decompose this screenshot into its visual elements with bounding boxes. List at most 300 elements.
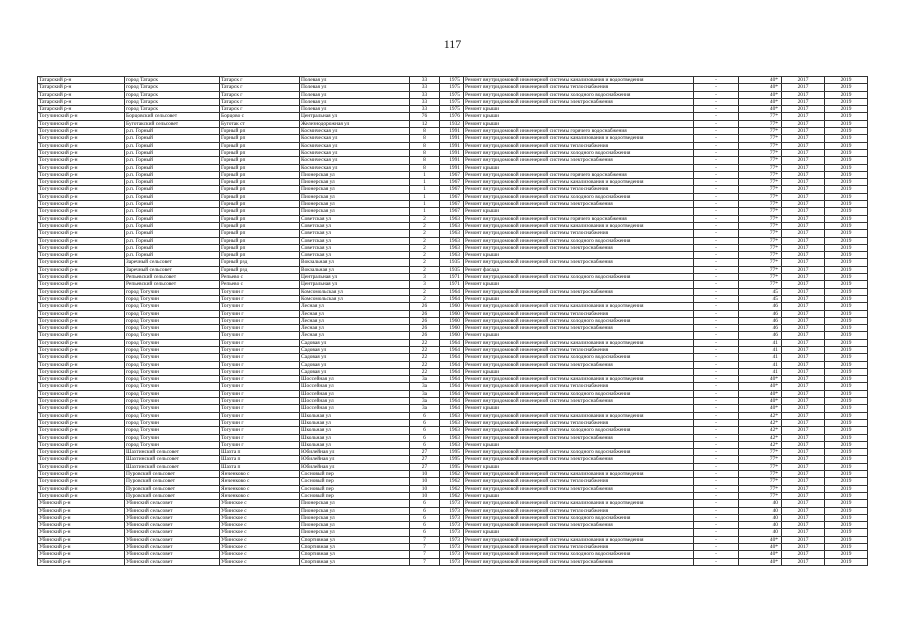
cell-year-built: 1971 <box>440 281 464 288</box>
cell-municipality: Убинский сельсовет <box>125 522 220 529</box>
cell-cost: - <box>694 434 739 441</box>
cell-street: Советская ул <box>300 244 410 251</box>
cell-settlement: Янченково с <box>220 492 300 499</box>
cell-start-year: 2017 <box>782 179 825 186</box>
cell-deadline: 77* <box>739 164 782 171</box>
cell-house-number: 10 <box>410 471 440 478</box>
cell-district: Убинский р-н <box>38 544 125 551</box>
table-row <box>38 507 868 514</box>
cell-municipality: город Тогучин <box>125 434 220 441</box>
cell-deadline: 46 <box>739 310 782 317</box>
cell-street: Космическая ул <box>300 149 410 156</box>
cell-start-year: 2017 <box>782 266 825 273</box>
cell-district: Тогучинский р-н <box>38 149 125 156</box>
cell-street: Лесная ул <box>300 303 410 310</box>
cell-street: Пионерская ул <box>300 529 410 536</box>
cell-work-type: Ремонт крыши <box>464 295 694 302</box>
cell-end-year: 2019 <box>825 303 868 310</box>
cell-year-built: 1963 <box>440 244 464 251</box>
cell-deadline: 41 <box>739 368 782 375</box>
cell-settlement: Горный рзд <box>220 259 300 266</box>
cell-year-built: 1960 <box>440 310 464 317</box>
cell-house-number: 3а <box>410 383 440 390</box>
cell-municipality: р.п. Горный <box>125 230 220 237</box>
cell-municipality: город Татарск <box>125 84 220 91</box>
cell-work-type: Ремонт крыши <box>464 529 694 536</box>
cell-house-number: 1 <box>410 186 440 193</box>
cell-settlement: Убинское с <box>220 536 300 543</box>
cell-house-number: 33 <box>410 77 440 84</box>
cell-house-number: 3 <box>410 281 440 288</box>
cell-street: Центральная ул <box>300 113 410 120</box>
cell-work-type: Ремонт крыши <box>464 492 694 499</box>
cell-work-type: Ремонт внутридомовой инженерной системы электроснабжения <box>464 201 694 208</box>
cell-house-number: 76 <box>410 113 440 120</box>
cell-house-number: 8 <box>410 142 440 149</box>
cell-settlement: Татарск г <box>220 98 300 105</box>
cell-start-year: 2017 <box>782 244 825 251</box>
table-row <box>38 441 868 448</box>
cell-cost: - <box>694 354 739 361</box>
cell-end-year: 2019 <box>825 237 868 244</box>
cell-start-year: 2017 <box>782 295 825 302</box>
cell-district: Тогучинский р-н <box>38 456 125 463</box>
cell-municipality: город Тогучин <box>125 317 220 324</box>
cell-settlement: Тогучин г <box>220 310 300 317</box>
cell-house-number: 26 <box>410 317 440 324</box>
cell-work-type: Ремонт внутридомовой инженерной системы канализования и водоотведения <box>464 222 694 229</box>
cell-year-built: 1963 <box>440 215 464 222</box>
cell-deadline: 77* <box>739 456 782 463</box>
cell-district: Тогучинский р-н <box>38 471 125 478</box>
cell-municipality: Буготакский сельсовет <box>125 120 220 127</box>
cell-end-year: 2019 <box>825 463 868 470</box>
cell-cost: - <box>694 500 739 507</box>
cell-settlement: Татарск г <box>220 106 300 113</box>
table-row <box>38 266 868 273</box>
cell-cost: - <box>694 157 739 164</box>
cell-settlement: Убинское с <box>220 529 300 536</box>
cell-house-number: 6 <box>410 529 440 536</box>
cell-end-year: 2019 <box>825 84 868 91</box>
cell-year-built: 1964 <box>440 398 464 405</box>
table-row <box>38 390 868 397</box>
cell-start-year: 2017 <box>782 361 825 368</box>
cell-municipality: город Тогучин <box>125 376 220 383</box>
cell-street: Пионерская ул <box>300 522 410 529</box>
cell-cost: - <box>694 514 739 521</box>
cell-municipality: город Татарск <box>125 106 220 113</box>
cell-settlement: Горный рп <box>220 215 300 222</box>
cell-cost: - <box>694 449 739 456</box>
cell-settlement: Янченково с <box>220 485 300 492</box>
cell-work-type: Ремонт внутридомовой инженерной системы холодного водоснабжения <box>464 317 694 324</box>
cell-year-built: 1991 <box>440 135 464 142</box>
cell-street: Пионерская ул <box>300 208 410 215</box>
cell-cost: - <box>694 149 739 156</box>
cell-work-type: Ремонт внутридомовой инженерной системы теплоснабжения <box>464 142 694 149</box>
cell-work-type: Ремонт внутридомовой инженерной системы канализования и водоотведения <box>464 303 694 310</box>
cell-deadline: 77* <box>739 208 782 215</box>
cell-district: Татарский р-н <box>38 91 125 98</box>
cell-end-year: 2019 <box>825 135 868 142</box>
cell-work-type: Ремонт крыши <box>464 281 694 288</box>
cell-settlement: Убинское с <box>220 522 300 529</box>
cell-work-type: Ремонт крыши <box>464 441 694 448</box>
cell-year-built: 1960 <box>440 317 464 324</box>
cell-work-type: Ремонт внутридомовой инженерной системы холодного водоснабжения <box>464 390 694 397</box>
cell-start-year: 2017 <box>782 98 825 105</box>
cell-cost: - <box>694 91 739 98</box>
cell-settlement: Тогучин г <box>220 376 300 383</box>
cell-work-type: Ремонт внутридомовой инженерной системы холодного водоснабжения <box>464 193 694 200</box>
cell-deadline: 42* <box>739 427 782 434</box>
cell-district: Тогучинский р-н <box>38 201 125 208</box>
cell-end-year: 2019 <box>825 222 868 229</box>
cell-year-built: 1964 <box>440 339 464 346</box>
cell-deadline: 77* <box>739 230 782 237</box>
cell-district: Тогучинский р-н <box>38 492 125 499</box>
cell-year-built: 1964 <box>440 346 464 353</box>
cell-municipality: р.п. Горный <box>125 244 220 251</box>
cell-start-year: 2017 <box>782 551 825 558</box>
cell-work-type: Ремонт внутридомовой инженерной системы холодного водоснабжения <box>464 427 694 434</box>
cell-year-built: 1964 <box>440 295 464 302</box>
cell-end-year: 2019 <box>825 179 868 186</box>
cell-street: Полевая ул <box>300 77 410 84</box>
cell-start-year: 2017 <box>782 230 825 237</box>
cell-year-built: 1963 <box>440 427 464 434</box>
cell-deadline: 77* <box>739 259 782 266</box>
cell-municipality: р.п. Горный <box>125 171 220 178</box>
cell-house-number: 6 <box>410 427 440 434</box>
cell-year-built: 1991 <box>440 157 464 164</box>
cell-municipality: город Тогучин <box>125 346 220 353</box>
cell-work-type: Ремонт внутридомовой инженерной системы канализования и водоотведения <box>464 135 694 142</box>
cell-start-year: 2017 <box>782 419 825 426</box>
cell-work-type: Ремонт внутридомовой инженерной системы электроснабжения <box>464 288 694 295</box>
cell-deadline: 40* <box>739 390 782 397</box>
cell-end-year: 2019 <box>825 398 868 405</box>
cell-settlement: Тогучин г <box>220 427 300 434</box>
cell-cost: - <box>694 317 739 324</box>
cell-street: Спортивная ул <box>300 544 410 551</box>
cell-cost: - <box>694 266 739 273</box>
cell-end-year: 2019 <box>825 346 868 353</box>
cell-municipality: р.п. Горный <box>125 186 220 193</box>
cell-house-number: 7 <box>410 558 440 565</box>
cell-deadline: 40* <box>739 405 782 412</box>
cell-end-year: 2019 <box>825 317 868 324</box>
cell-house-number: 3а <box>410 398 440 405</box>
cell-end-year: 2019 <box>825 368 868 375</box>
cell-year-built: 1964 <box>440 368 464 375</box>
table-row <box>38 303 868 310</box>
cell-start-year: 2017 <box>782 325 825 332</box>
cell-house-number: 1 <box>410 208 440 215</box>
cell-end-year: 2019 <box>825 456 868 463</box>
cell-work-type: Ремонт внутридомовой инженерной системы электроснабжения <box>464 558 694 565</box>
cell-work-type: Ремонт внутридомовой инженерной системы холодного водоснабжения <box>464 237 694 244</box>
cell-cost: - <box>694 471 739 478</box>
cell-district: Тогучинский р-н <box>38 295 125 302</box>
cell-end-year: 2019 <box>825 427 868 434</box>
cell-cost: - <box>694 259 739 266</box>
cell-cost: - <box>694 237 739 244</box>
cell-district: Тогучинский р-н <box>38 266 125 273</box>
table-row <box>38 376 868 383</box>
cell-settlement: Горный рп <box>220 252 300 259</box>
cell-settlement: Убинское с <box>220 558 300 565</box>
cell-cost: - <box>694 208 739 215</box>
cell-work-type: Ремонт внутридомовой инженерной системы холодного водоснабжения <box>464 354 694 361</box>
cell-municipality: р.п. Горный <box>125 252 220 259</box>
cell-work-type: Ремонт внутридомовой инженерной системы холодного водоснабжения <box>464 91 694 98</box>
cell-street: Пионерская ул <box>300 193 410 200</box>
cell-end-year: 2019 <box>825 91 868 98</box>
table-row <box>38 244 868 251</box>
cell-end-year: 2019 <box>825 106 868 113</box>
cell-year-built: 1973 <box>440 536 464 543</box>
cell-district: Тогучинский р-н <box>38 317 125 324</box>
cell-municipality: город Тогучин <box>125 303 220 310</box>
cell-municipality: Убинский сельсовет <box>125 507 220 514</box>
cell-end-year: 2019 <box>825 288 868 295</box>
cell-municipality: город Тогучин <box>125 332 220 339</box>
cell-district: Тогучинский р-н <box>38 405 125 412</box>
cell-start-year: 2017 <box>782 332 825 339</box>
cell-district: Убинский р-н <box>38 536 125 543</box>
cell-year-built: 1973 <box>440 522 464 529</box>
cell-year-built: 1964 <box>440 390 464 397</box>
cell-start-year: 2017 <box>782 186 825 193</box>
cell-end-year: 2019 <box>825 558 868 565</box>
table-row <box>38 186 868 193</box>
cell-district: Тогучинский р-н <box>38 259 125 266</box>
cell-settlement: Репьево с <box>220 274 300 281</box>
cell-year-built: 1960 <box>440 303 464 310</box>
cell-start-year: 2017 <box>782 288 825 295</box>
table-row <box>38 113 868 120</box>
cell-cost: - <box>694 478 739 485</box>
cell-house-number: 3 <box>410 274 440 281</box>
cell-settlement: Тогучин г <box>220 332 300 339</box>
cell-district: Тогучинский р-н <box>38 215 125 222</box>
table-row <box>38 295 868 302</box>
cell-year-built: 1973 <box>440 514 464 521</box>
cell-settlement: Тогучин г <box>220 295 300 302</box>
cell-deadline: 42* <box>739 434 782 441</box>
cell-municipality: город Тогучин <box>125 295 220 302</box>
cell-house-number: 8 <box>410 157 440 164</box>
cell-house-number: 22 <box>410 339 440 346</box>
cell-district: Тогучинский р-н <box>38 368 125 375</box>
table-row <box>38 106 868 113</box>
cell-deadline: 77* <box>739 492 782 499</box>
table-row <box>38 536 868 543</box>
cell-end-year: 2019 <box>825 551 868 558</box>
cell-cost: - <box>694 310 739 317</box>
cell-deadline: 40* <box>739 376 782 383</box>
cell-end-year: 2019 <box>825 361 868 368</box>
cell-start-year: 2017 <box>782 317 825 324</box>
cell-year-built: 1975 <box>440 91 464 98</box>
cell-settlement: Тогучин г <box>220 368 300 375</box>
cell-municipality: Убинский сельсовет <box>125 529 220 536</box>
cell-year-built: 1967 <box>440 208 464 215</box>
table-row <box>38 142 868 149</box>
cell-municipality: Убинский сельсовет <box>125 551 220 558</box>
cell-cost: - <box>694 281 739 288</box>
cell-work-type: Ремонт внутридомовой инженерной системы электроснабжения <box>464 259 694 266</box>
cell-year-built: 1991 <box>440 142 464 149</box>
cell-work-type: Ремонт внутридомовой инженерной системы теплоснабжения <box>464 544 694 551</box>
table-row <box>38 529 868 536</box>
cell-street: Спортивная ул <box>300 536 410 543</box>
cell-start-year: 2017 <box>782 222 825 229</box>
table-row <box>38 201 868 208</box>
table-row <box>38 456 868 463</box>
cell-deadline: 77* <box>739 485 782 492</box>
cell-deadline: 41 <box>739 346 782 353</box>
cell-year-built: 1963 <box>440 412 464 419</box>
cell-deadline: 40 <box>739 522 782 529</box>
cell-settlement: Тогучин г <box>220 441 300 448</box>
cell-house-number: 1 <box>410 179 440 186</box>
cell-street: Садовая ул <box>300 346 410 353</box>
cell-street: Комсомольская ул <box>300 288 410 295</box>
cell-end-year: 2019 <box>825 215 868 222</box>
cell-house-number: 7 <box>410 536 440 543</box>
cell-end-year: 2019 <box>825 522 868 529</box>
cell-street: Шоссейная ул <box>300 383 410 390</box>
cell-end-year: 2019 <box>825 98 868 105</box>
cell-cost: - <box>694 361 739 368</box>
cell-municipality: Пуровский сельсовет <box>125 492 220 499</box>
cell-house-number: 8 <box>410 164 440 171</box>
cell-district: Тогучинский р-н <box>38 303 125 310</box>
cell-start-year: 2017 <box>782 492 825 499</box>
cell-start-year: 2017 <box>782 91 825 98</box>
cell-deadline: 42* <box>739 412 782 419</box>
cell-street: Полевая ул <box>300 91 410 98</box>
cell-deadline: 77* <box>739 266 782 273</box>
cell-end-year: 2019 <box>825 164 868 171</box>
cell-year-built: 1973 <box>440 544 464 551</box>
cell-start-year: 2017 <box>782 157 825 164</box>
cell-settlement: Горный рп <box>220 128 300 135</box>
cell-district: Тогучинский р-н <box>38 339 125 346</box>
cell-street: Шоссейная ул <box>300 376 410 383</box>
cell-cost: - <box>694 492 739 499</box>
cell-work-type: Ремонт внутридомовой инженерной системы электроснабжения <box>464 485 694 492</box>
cell-district: Татарский р-н <box>38 84 125 91</box>
cell-settlement: Тогучин г <box>220 288 300 295</box>
cell-start-year: 2017 <box>782 274 825 281</box>
cell-municipality: р.п. Горный <box>125 222 220 229</box>
table-row <box>38 478 868 485</box>
cell-cost: - <box>694 390 739 397</box>
cell-district: Тогучинский р-н <box>38 485 125 492</box>
cell-work-type: Ремонт внутридомовой инженерной системы электроснабжения <box>464 325 694 332</box>
table-row <box>38 427 868 434</box>
cell-municipality: Убинский сельсовет <box>125 536 220 543</box>
cell-district: Тогучинский р-н <box>38 120 125 127</box>
table-row <box>38 419 868 426</box>
cell-start-year: 2017 <box>782 310 825 317</box>
cell-year-built: 1964 <box>440 288 464 295</box>
cell-cost: - <box>694 142 739 149</box>
cell-year-built: 1935 <box>440 259 464 266</box>
cell-end-year: 2019 <box>825 471 868 478</box>
cell-settlement: Горный рп <box>220 208 300 215</box>
cell-district: Тогучинский р-н <box>38 222 125 229</box>
cell-district: Тогучинский р-н <box>38 142 125 149</box>
table-row <box>38 215 868 222</box>
cell-cost: - <box>694 120 739 127</box>
cell-end-year: 2019 <box>825 295 868 302</box>
table-row <box>38 500 868 507</box>
cell-house-number: 22 <box>410 368 440 375</box>
cell-cost: - <box>694 558 739 565</box>
cell-deadline: 77* <box>739 149 782 156</box>
data-table <box>37 76 868 566</box>
cell-street: Космическая ул <box>300 135 410 142</box>
cell-deadline: 40* <box>739 91 782 98</box>
cell-house-number: 6 <box>410 522 440 529</box>
cell-start-year: 2017 <box>782 558 825 565</box>
cell-cost: - <box>694 529 739 536</box>
cell-work-type: Ремонт внутридомовой инженерной системы теплоснабжения <box>464 346 694 353</box>
cell-municipality: р.п. Горный <box>125 157 220 164</box>
cell-house-number: 33 <box>410 84 440 91</box>
cell-work-type: Ремонт фасада <box>464 266 694 273</box>
cell-cost: - <box>694 383 739 390</box>
cell-year-built: 1960 <box>440 325 464 332</box>
cell-municipality: город Тогучин <box>125 339 220 346</box>
cell-municipality: город Тогучин <box>125 390 220 397</box>
cell-house-number: 8 <box>410 135 440 142</box>
cell-street: Космическая ул <box>300 164 410 171</box>
table-row <box>38 157 868 164</box>
cell-deadline: 77* <box>739 463 782 470</box>
cell-district: Тогучинский р-н <box>38 164 125 171</box>
cell-district: Тогучинский р-н <box>38 281 125 288</box>
cell-work-type: Ремонт внутридомовой инженерной системы электроснабжения <box>464 244 694 251</box>
cell-settlement: Татарск г <box>220 77 300 84</box>
cell-house-number: 27 <box>410 463 440 470</box>
cell-work-type: Ремонт внутридомовой инженерной системы теплоснабжения <box>464 507 694 514</box>
cell-house-number: 22 <box>410 354 440 361</box>
cell-municipality: Пуровский сельсовет <box>125 471 220 478</box>
cell-house-number: 12 <box>410 120 440 127</box>
cell-work-type: Ремонт внутридомовой инженерной системы канализования и водоотведения <box>464 179 694 186</box>
cell-house-number: 27 <box>410 449 440 456</box>
table-row <box>38 346 868 353</box>
cell-start-year: 2017 <box>782 485 825 492</box>
cell-work-type: Ремонт крыши <box>464 113 694 120</box>
cell-work-type: Ремонт внутридомовой инженерной системы канализования и водоотведения <box>464 536 694 543</box>
table-row <box>38 208 868 215</box>
cell-street: Комсомольская ул <box>300 295 410 302</box>
cell-settlement: Шахта п <box>220 449 300 456</box>
cell-municipality: р.п. Горный <box>125 193 220 200</box>
cell-cost: - <box>694 368 739 375</box>
cell-house-number: 7 <box>410 551 440 558</box>
cell-municipality: город Тогучин <box>125 288 220 295</box>
cell-cost: - <box>694 325 739 332</box>
cell-end-year: 2019 <box>825 325 868 332</box>
